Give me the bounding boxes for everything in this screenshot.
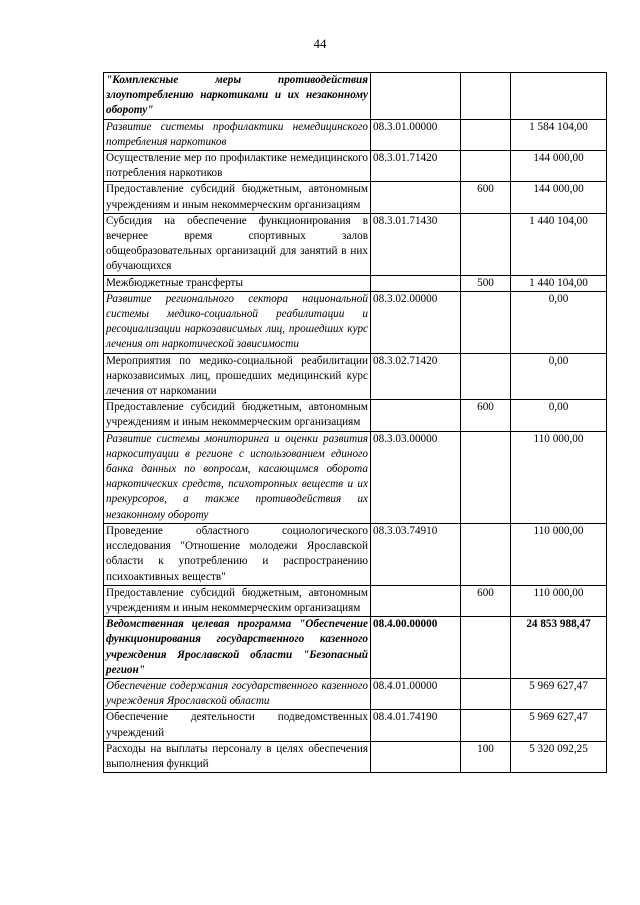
table-row: [104, 182, 607, 213]
table-row: [104, 741, 607, 772]
row-expense-type-cell: [461, 523, 511, 585]
row-name-cell: Мероприятия по медико-социальной реабилитации наркозависимых лиц, прошедших медицинский курс лечения от наркомании: [104, 353, 371, 400]
table-row: [104, 291, 607, 353]
row-name-cell: Проведение областного социологического исследования "Отношение молодежи Ярославской области к употреблению и распространению психоактивных веществ": [104, 523, 371, 585]
row-name-cell: Развитие регионального сектора национальной системы медико-социальной реабилитации и ресоциализации наркозависимых лиц, прошедших курс лечения от наркотической зависимости: [104, 291, 371, 353]
row-code-cell: [371, 585, 461, 616]
row-code-cell: 08.3.03.74910: [371, 523, 461, 585]
table-row: [104, 585, 607, 616]
row-name-cell: Межбюджетные трансферты: [104, 275, 371, 291]
row-name-cell: Развитие системы мониторинга и оценки развития наркоситуации в регионе с использованием единого банка данных по вопросам, касающимся оборота наркотических средств, психотропных веществ и их прекурсоров, а также противодействия их незаконному обороту: [104, 431, 371, 523]
row-code-cell: 08.3.02.00000: [371, 291, 461, 353]
table-row: [104, 213, 607, 275]
budget-table: [103, 72, 607, 773]
row-expense-type-cell: 600: [461, 182, 511, 213]
row-expense-type-cell: [461, 617, 511, 679]
row-amount-cell: 144 000,00: [511, 182, 607, 213]
row-expense-type-cell: [461, 213, 511, 275]
row-name-cell: Предоставление субсидий бюджетным, автономным учреждениям и иным некоммерческим организациям: [104, 400, 371, 431]
row-expense-type-cell: [461, 73, 511, 120]
row-code-cell: [371, 400, 461, 431]
row-name-cell: Развитие системы профилактики немедицинского потребления наркотиков: [104, 119, 371, 150]
row-expense-type-cell: [461, 678, 511, 709]
row-code-cell: 08.3.01.00000: [371, 119, 461, 150]
row-name-cell: Ведомственная целевая программа "Обеспечение функционирования государственного казенного учреждения Ярославской области "Безопасный регион": [104, 617, 371, 679]
row-expense-type-cell: 600: [461, 400, 511, 431]
table-row: [104, 275, 607, 291]
row-expense-type-cell: [461, 151, 511, 182]
table-row: [104, 119, 607, 150]
row-expense-type-cell: [461, 353, 511, 400]
row-name-cell: Субсидия на обеспечение функционирования в вечернее время спортивных залов общеобразовательных организаций для занятий в них обучающихся: [104, 213, 371, 275]
row-name-cell: Обеспечение деятельности подведомственных учреждений: [104, 710, 371, 741]
row-expense-type-cell: [461, 710, 511, 741]
row-code-cell: 08.3.01.71430: [371, 213, 461, 275]
row-amount-cell: 5 320 092,25: [511, 741, 607, 772]
row-name-cell: Предоставление субсидий бюджетным, автономным учреждениям и иным некоммерческим организациям: [104, 585, 371, 616]
row-expense-type-cell: 500: [461, 275, 511, 291]
row-amount-cell: 5 969 627,47: [511, 710, 607, 741]
row-name-cell: Расходы на выплаты персоналу в целях обеспечения выполнения функций: [104, 741, 371, 772]
row-expense-type-cell: 600: [461, 585, 511, 616]
row-code-cell: [371, 741, 461, 772]
table-row: [104, 400, 607, 431]
row-code-cell: 08.4.00.00000: [371, 617, 461, 679]
row-expense-type-cell: [461, 291, 511, 353]
table-row: [104, 617, 607, 679]
row-amount-cell: 0,00: [511, 400, 607, 431]
row-amount-cell: 5 969 627,47: [511, 678, 607, 709]
row-code-cell: 08.4.01.74190: [371, 710, 461, 741]
table-row: [104, 710, 607, 741]
row-code-cell: 08.3.02.71420: [371, 353, 461, 400]
row-name-cell: Предоставление субсидий бюджетным, автономным учреждениям и иным некоммерческим организациям: [104, 182, 371, 213]
table-row: [104, 73, 607, 120]
row-amount-cell: 110 000,00: [511, 585, 607, 616]
row-amount-cell: 110 000,00: [511, 431, 607, 523]
row-code-cell: 08.3.01.71420: [371, 151, 461, 182]
row-amount-cell: 0,00: [511, 353, 607, 400]
row-code-cell: [371, 275, 461, 291]
row-name-cell: Осуществление мер по профилактике немедицинского потребления наркотиков: [104, 151, 371, 182]
table-row: [104, 151, 607, 182]
page-number: 44: [313, 36, 327, 51]
row-expense-type-cell: [461, 119, 511, 150]
row-amount-cell: 24 853 988,47: [511, 617, 607, 679]
row-amount-cell: 110 000,00: [511, 523, 607, 585]
row-amount-cell: 144 000,00: [511, 151, 607, 182]
row-code-cell: [371, 73, 461, 120]
row-code-cell: [371, 182, 461, 213]
row-amount-cell: 0,00: [511, 291, 607, 353]
budget-table-body: [104, 73, 607, 773]
row-expense-type-cell: 100: [461, 741, 511, 772]
row-name-cell: Обеспечение содержания государственного казенного учреждения Ярославской области: [104, 678, 371, 709]
table-row: [104, 353, 607, 400]
row-expense-type-cell: [461, 431, 511, 523]
row-code-cell: 08.3.03.00000: [371, 431, 461, 523]
row-name-cell: "Комплексные меры противодействия злоупотреблению наркотиками и их незаконному обороту": [104, 73, 371, 120]
row-amount-cell: 1 440 104,00: [511, 213, 607, 275]
table-row: [104, 431, 607, 523]
row-amount-cell: 1 584 104,00: [511, 119, 607, 150]
row-amount-cell: 1 440 104,00: [511, 275, 607, 291]
table-row: [104, 678, 607, 709]
row-code-cell: 08.4.01.00000: [371, 678, 461, 709]
row-amount-cell: [511, 73, 607, 120]
table-row: [104, 523, 607, 585]
